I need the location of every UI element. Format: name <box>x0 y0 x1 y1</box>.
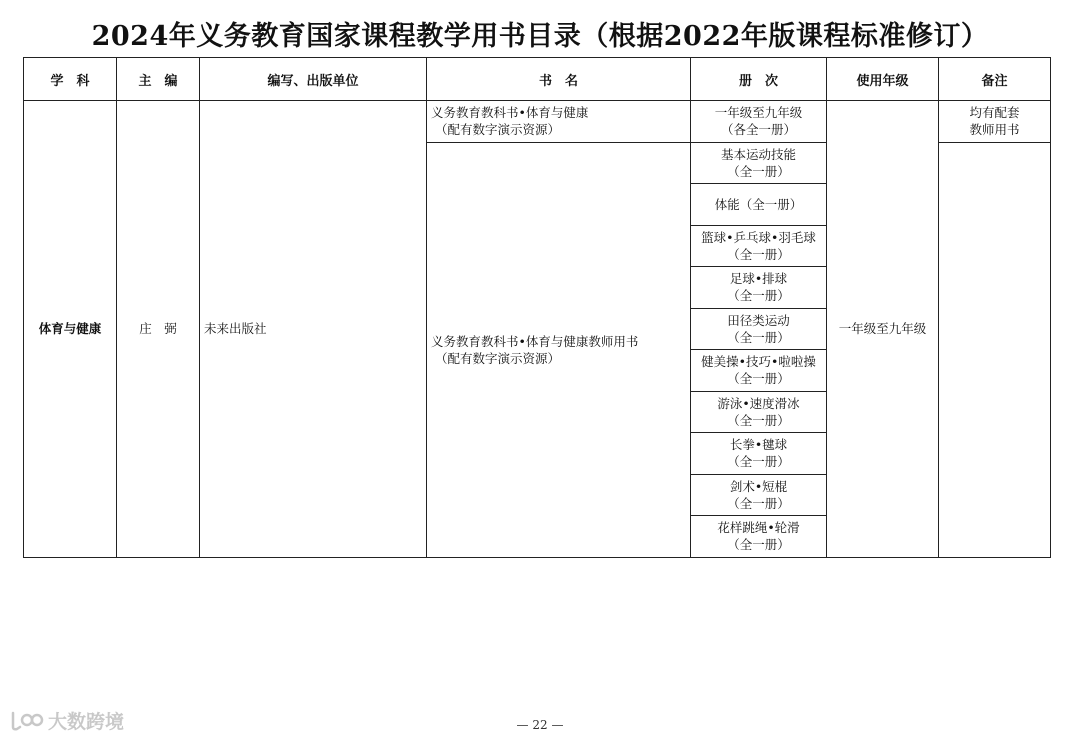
volume-cell <box>691 142 827 184</box>
watermark-logo-icon <box>10 710 44 732</box>
book-cell-textbook <box>427 101 691 143</box>
volume-line2: （全一册） <box>727 163 790 179</box>
volume-line1: 体能（全一册） <box>714 196 803 212</box>
volume-line1: 田径类运动 <box>727 312 790 328</box>
volume-line2: （全一册） <box>727 495 790 511</box>
watermark-text: 大数跨境 <box>48 711 125 733</box>
volume-line2: （全一册） <box>727 246 790 262</box>
header-publisher: 编写、出版单位 <box>200 58 427 101</box>
volume-line1: 篮球•乒乓球•羽毛球 <box>701 229 816 245</box>
book-title: 义务教育教科书•体育与健康 <box>431 105 589 121</box>
header-editor: 主 编 <box>117 58 200 101</box>
header-grade: 使用年级 <box>827 58 939 101</box>
header-volume: 册 次 <box>691 58 827 101</box>
volume-cell <box>691 516 827 558</box>
header-book: 书 名 <box>427 58 691 101</box>
volume-cell <box>691 433 827 475</box>
volume-line1: 长拳•毽球 <box>729 437 788 453</box>
volume-line2: （全一册） <box>727 288 790 304</box>
volume-line2: （全一册） <box>727 371 790 387</box>
volume-line1: 健美操•技巧•啦啦操 <box>701 354 816 370</box>
book-title: 义务教育教科书•体育与健康教师用书 <box>431 333 639 349</box>
volume-line2: （全一册） <box>727 537 790 553</box>
volume-line1: 足球•排球 <box>729 271 788 287</box>
book-subtitle: （配有数字演示资源） <box>435 122 561 138</box>
catalog-table <box>23 57 1051 558</box>
volume-cell <box>691 184 827 226</box>
header-row <box>24 58 1051 101</box>
book-subtitle: （配有数字演示资源） <box>435 350 561 366</box>
volume-line2: （各全一册） <box>720 122 796 138</box>
volume-cell <box>691 267 827 309</box>
volume-cell <box>691 308 827 350</box>
volume-cell <box>691 474 827 516</box>
note-line1: 均有配套 <box>969 105 1020 121</box>
watermark <box>10 707 124 734</box>
volume-line1: 游泳•速度滑冰 <box>717 395 800 411</box>
header-note: 备注 <box>939 58 1051 101</box>
page-number: — 22 — <box>516 718 564 732</box>
note-line2: 教师用书 <box>969 122 1020 138</box>
volume-cell <box>691 350 827 392</box>
note-cell <box>939 101 1051 143</box>
volume-cell <box>691 101 827 143</box>
table-row <box>24 101 1051 143</box>
volume-line2: （全一册） <box>727 454 790 470</box>
header-subject: 学 科 <box>24 58 117 101</box>
editor-cell: 庄 弼 <box>117 101 200 558</box>
volume-line1: 基本运动技能 <box>720 146 796 162</box>
volume-cell <box>691 391 827 433</box>
volume-line2: （全一册） <box>727 412 790 428</box>
volume-line1: 剑术•短棍 <box>729 478 788 494</box>
grade-cell: 一年级至九年级 <box>827 101 939 558</box>
page-title: 2024年义务教育国家课程教学用书目录（根据2022年版课程标准修订） <box>91 21 989 52</box>
note-cell-empty <box>939 142 1051 557</box>
volume-line1: 一年级至九年级 <box>714 105 803 121</box>
volume-cell <box>691 225 827 267</box>
volume-line2: （全一册） <box>727 329 790 345</box>
publisher-cell: 未来出版社 <box>200 101 427 558</box>
volume-line1: 花样跳绳•轮滑 <box>717 520 800 536</box>
subject-cell: 体育与健康 <box>24 101 117 558</box>
book-cell-teacher <box>427 142 691 557</box>
